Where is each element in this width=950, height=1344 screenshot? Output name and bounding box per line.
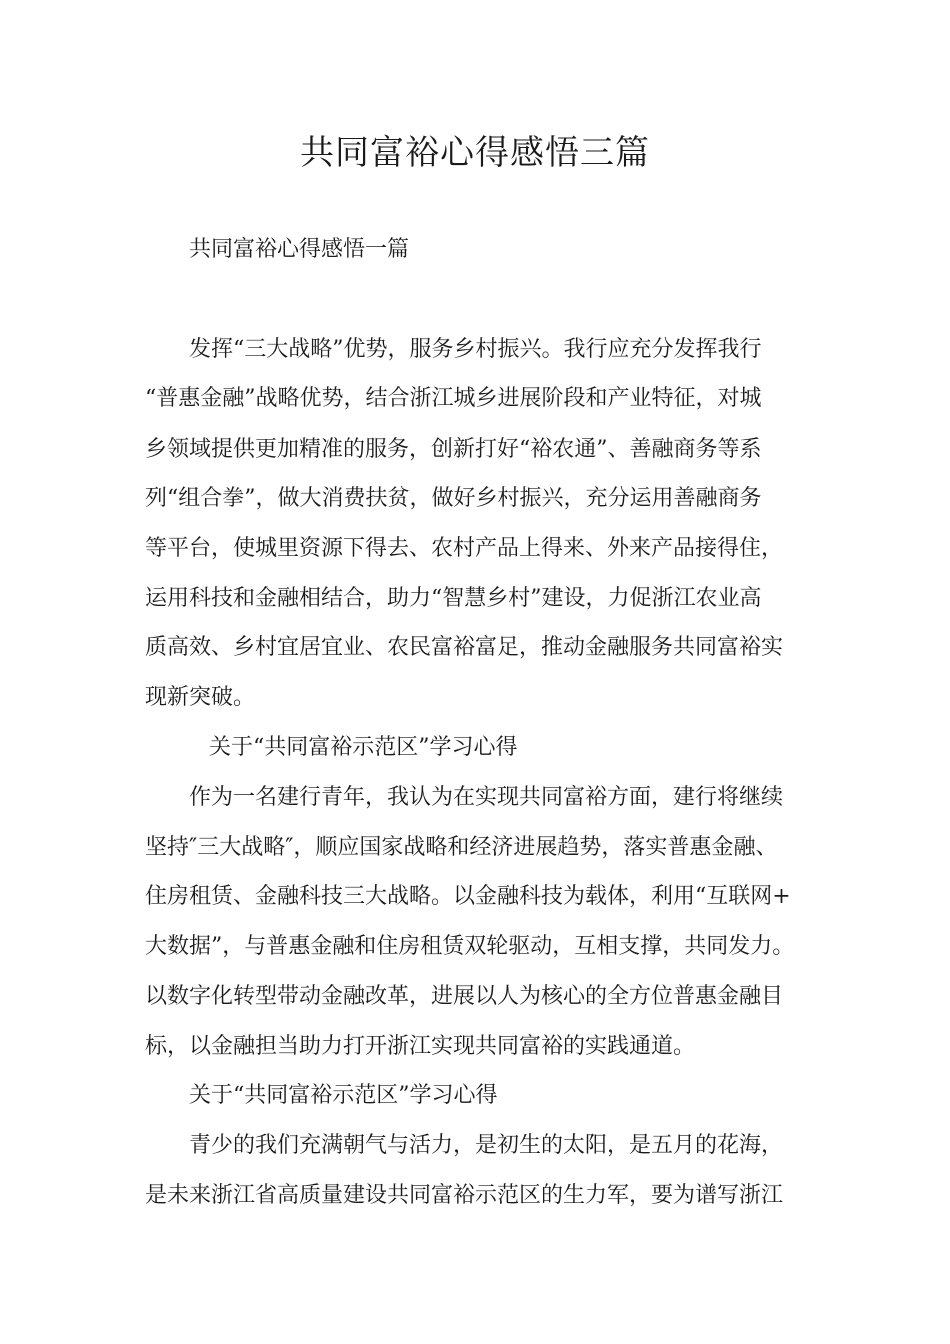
section-1-line: 列“组合拳”，做大消费扶贫，做好乡村振兴，充分运用善融商务	[145, 486, 762, 511]
section-3-line: 青少的我们充满朝气与活力，是初生的太阳，是五月的花海，	[189, 1133, 784, 1158]
subheading-part-one: 共同富裕心得感悟一篇	[189, 237, 410, 262]
section-2-line: 住房租赁、金融科技三大战略。以金融科技为载体，利用“互联网+	[145, 884, 791, 909]
section-2-line: 以数字化转型带动金融改革，进展以人为核心的全方位普惠金融目	[145, 984, 784, 1009]
section-1-line: 等平台，使城里资源下得去、农村产品上得来、外来产品接得住，	[145, 536, 784, 561]
section-3-line: 是未来浙江省高质量建设共同富裕示范区的生力军，要为谱写浙江	[145, 1183, 784, 1208]
section-1-line: 乡领域提供更加精准的服务，创新打好“裕农通”、善融商务等系	[145, 437, 762, 462]
section-2-line: 标，以金融担当助力打开浙江实现共同富裕的实践通道。	[145, 1034, 696, 1059]
section-1-line: “普惠金融”战略优势，结合浙江城乡进展阶段和产业特征，对城	[145, 386, 762, 411]
subheading-study-notes: 关于“共同富裕示范区”学习心得	[189, 1083, 498, 1108]
section-2-line: 作为一名建行青年，我认为在实现共同富裕方面，建行将继续	[189, 785, 784, 810]
section-1-line: 运用科技和金融相结合，助力“智慧乡村”建设，力促浙江农业高	[145, 586, 762, 611]
section-1-line: 质高效、乡村宜居宜业、农民富裕富足，推动金融服务共同富裕实	[145, 635, 784, 660]
section-2-line: 大数据”，与普惠金融和住房租赁双轮驱动，互相支撑，共同发力。	[145, 934, 795, 959]
section-2-line: 坚持″三大战略″，顺应国家战略和经济进展趋势，落实普惠金融、	[145, 835, 778, 860]
document-title: 共同富裕心得感悟三篇	[300, 133, 650, 173]
section-1-line: 现新突破。	[145, 685, 256, 710]
subheading-study-notes: 关于“共同富裕示范区”学习心得	[209, 735, 518, 760]
section-1-line: 发挥“三大战略”优势，服务乡村振兴。我行应充分发挥我行	[189, 337, 762, 362]
